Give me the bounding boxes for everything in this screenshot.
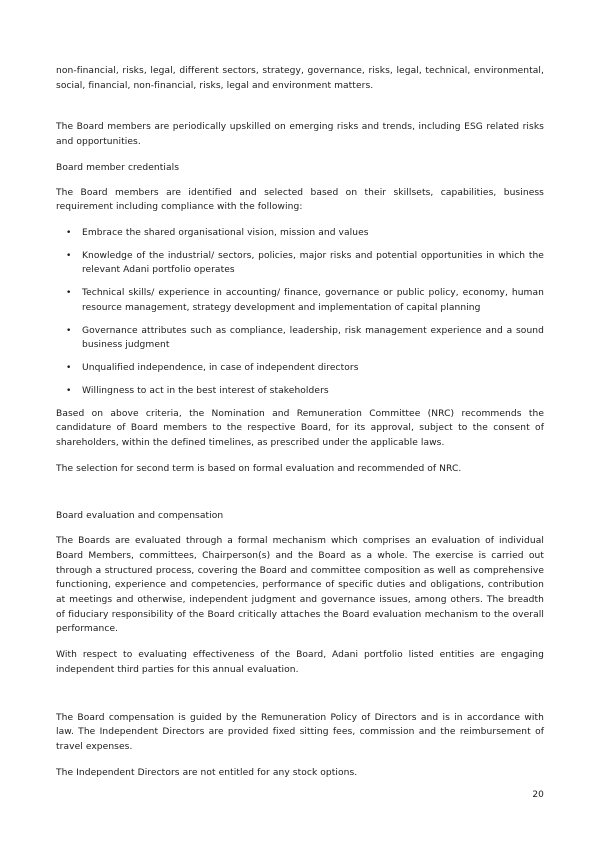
block-spacer (56, 104, 544, 120)
list-item (56, 249, 544, 278)
bullet-icon: • (66, 325, 72, 336)
list-item-text: Unqualified independence, in case of independent directors (82, 363, 359, 374)
bullet-icon: • (66, 288, 72, 299)
paragraph: The Board members are periodically upskilled on emerging risks and trends, including ESG related risks and opportunities. (56, 122, 544, 148)
section-heading-board-member-credentials: Board member credentials (56, 162, 180, 173)
bullet-icon: • (66, 363, 72, 374)
paragraph: The Boards are evaluated through a formal mechanism which comprises an evaluation of individual Board Members, committees, Chairperson(s) and the Board as a whole. The exercise is carried out through a structured process, covering the Board and committee composition as well as comprehensive functioning, experience and competencies, performance of specific duties and obligations, contribution at meetings and otherwise, independent judgment and governance issues, among others. The breadth of fiduciary responsibility of the Board critically attaches the Board evaluation mechanism to the overall performance. (56, 536, 544, 635)
block-spacer (56, 689, 544, 711)
list-item-text: Embrace the shared organisational vision, mission and values (82, 228, 369, 239)
paragraph: Based on above criteria, the Nomination and Remuneration Committee (NRC) recommends the candidature of Board members to the respective Board, for its approval, subject to the consent of shareholders, within the defined timelines, as prescribed under the applicable laws. (56, 408, 544, 448)
list-item-text: Knowledge of the industrial/ sectors, policies, major risks and potential opportunities in which the relevant Adani portfolio operates (82, 250, 544, 276)
page-content (56, 64, 544, 780)
credentials-bullet-list (56, 226, 544, 398)
paragraph: The Board members are identified and selected based on their skillsets, capabilities, business requirement including compliance with the following: (56, 187, 544, 213)
paragraph: non-financial, risks, legal, different sectors, strategy, governance, risks, legal, technical, environmental, social, financial, non-financial, risks, legal and environment matters. (56, 66, 544, 91)
list-item-text: Willingness to act in the best interest of stakeholders (82, 385, 329, 396)
block-spacer (56, 487, 544, 509)
bullet-icon: • (66, 250, 72, 261)
list-item-text: Technical skills/ experience in accounting/ finance, governance or public policy, economy, human resource management, strategy development and implementation of capital planning (82, 288, 544, 313)
paragraph: The Independent Directors are not entitled for any stock options. (56, 767, 358, 778)
paragraph: With respect to evaluating effectiveness of the Board, Adani portfolio listed entities are engaging independent third parties for this annual evaluation. (56, 650, 544, 675)
paragraph: The selection for second term is based on formal evaluation and recommended of NRC. (56, 463, 462, 474)
section-heading-board-evaluation-and-compensation: Board evaluation and compensation (56, 511, 224, 522)
list-item (56, 324, 544, 353)
page-number: 20 (532, 790, 544, 800)
bullet-icon: • (66, 385, 72, 396)
list-item (56, 226, 544, 241)
paragraph: The Board compensation is guided by the Remuneration Policy of Directors and is in accordance with law. The Independent Directors are provided fixed sitting fees, commission and the reimbursement of travel expenses. (56, 712, 544, 752)
bullet-icon: • (66, 228, 72, 239)
list-item (56, 384, 544, 399)
list-item (56, 286, 544, 315)
list-item (56, 361, 544, 376)
list-item-text: Governance attributes such as compliance, leadership, risk management experience and a sound business judgment (82, 325, 544, 351)
